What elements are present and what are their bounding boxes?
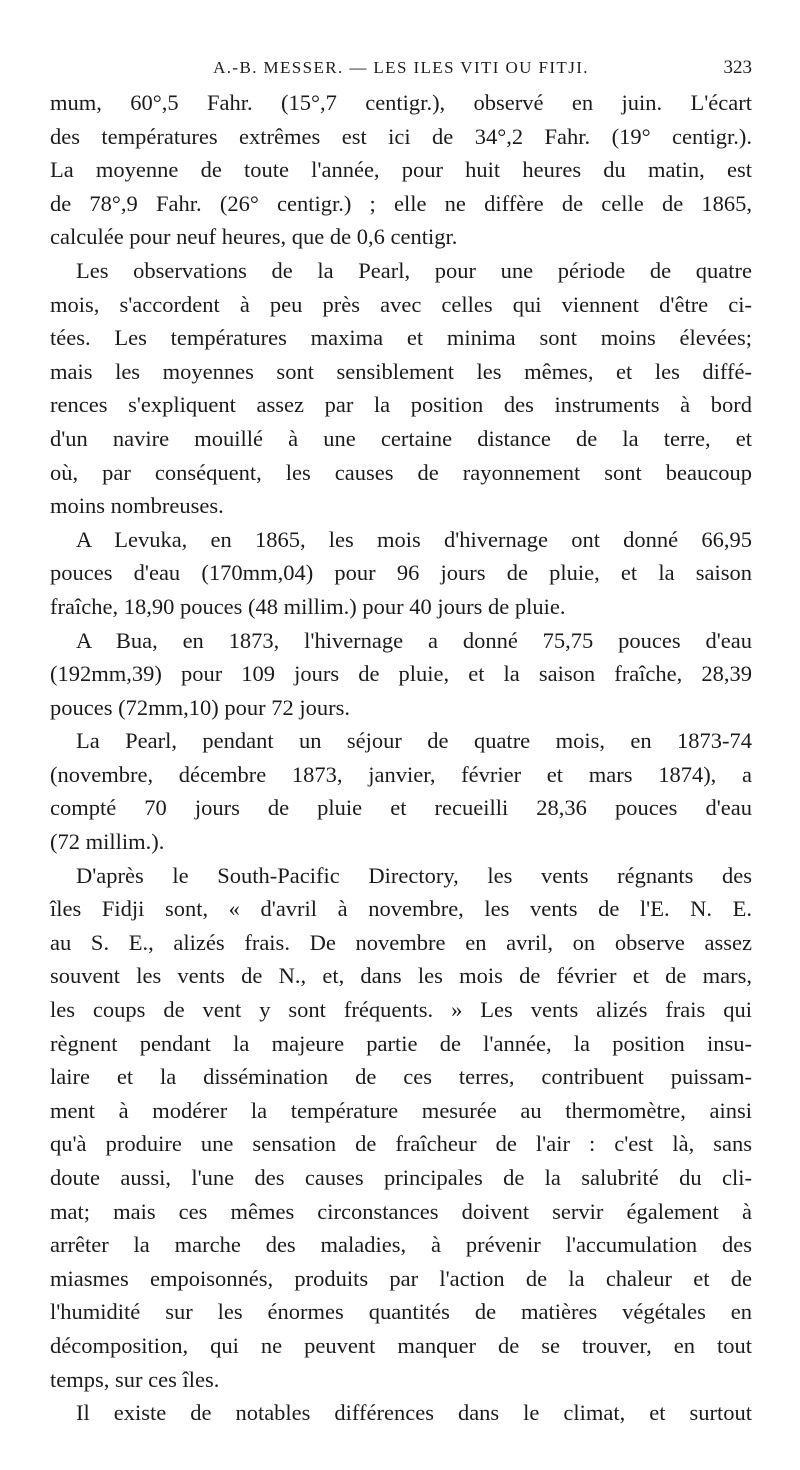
text-line: décomposition, qui ne peuvent manquer de se trouver, en tout — [50, 1332, 752, 1358]
text-line: règnent pendant la majeure partie de l'année, la position insu- — [50, 1030, 752, 1056]
running-title: A.-B. MESSER. — LES ILES VITI OU FITJI. — [213, 58, 589, 77]
text-line: tées. Les températures maxima et minima sont moins élevées; — [50, 325, 752, 351]
text-line: (novembre, décembre 1873, janvier, février et mars 1874), a — [50, 761, 752, 787]
text-line: souvent les vents de N., et, dans les mois de février et de mars, — [50, 963, 752, 989]
text-line: d'un navire mouillé à une certaine distance de la terre, et — [50, 425, 752, 451]
text-line: où, par conséquent, les causes de rayonnement sont beaucoup — [50, 459, 752, 485]
text-line: doute aussi, l'une des causes principales de la salubrité du cli- — [50, 1165, 752, 1190]
text-line: temps, sur ces îles. — [50, 1366, 220, 1392]
text-line: fraîche, 18,90 pouces (48 millim.) pour 40 jours de pluie. — [50, 593, 566, 619]
text-line: îles Fidji sont, « d'avril à novembre, les vents de l'E. N. E. — [50, 896, 752, 922]
text-line: miasmes empoisonnés, produits par l'action de la chaleur et de — [50, 1265, 752, 1291]
text-line: Il existe de notables différences dans le climat, et surtout — [76, 1400, 752, 1426]
text-line: arrêter la marche des maladies, à prévenir l'accumulation des — [50, 1232, 752, 1258]
running-head — [50, 52, 752, 82]
text-line: (72 millim.). — [50, 829, 165, 855]
text-line: A Levuka, en 1865, les mois d'hivernage ont donné 66,95 — [76, 526, 752, 552]
text-line: mum, 60°,5 Fahr. (15°,7 centigr.), observé en juin. L'écart — [50, 90, 752, 115]
text-line: La Pearl, pendant un séjour de quatre mois, en 1873-74 — [76, 728, 752, 754]
text-line: pouces d'eau (170mm,04) pour 96 jours de pluie, et la saison — [50, 560, 752, 586]
text-line: qu'à produire une sensation de fraîcheur de l'air : c'est là, sans — [50, 1131, 752, 1157]
text-line: au S. E., alizés frais. De novembre en avril, on observe assez — [50, 929, 752, 955]
body-text — [50, 86, 752, 1430]
text-line: des températures extrêmes est ici de 34°,2 Fahr. (19° centigr.). — [50, 123, 752, 149]
text-line: A Bua, en 1873, l'hivernage a donné 75,75 pouces d'eau — [76, 627, 752, 653]
text-line: calculée pour neuf heures, que de 0,6 centigr. — [50, 224, 458, 250]
text-line: D'après le South-Pacific Directory, les vents régnants des — [76, 862, 752, 888]
text-line: l'humidité sur les énormes quantités de matières végétales en — [50, 1299, 752, 1325]
text-line: La moyenne de toute l'année, pour huit heures du matin, est — [50, 157, 752, 183]
text-line: ment à modérer la température mesurée au thermomètre, ainsi — [50, 1097, 752, 1123]
text-line: mat; mais ces mêmes circonstances doivent servir également à — [50, 1198, 752, 1224]
text-line: laire et la dissémination de ces terres, contribuent puissam- — [50, 1064, 752, 1090]
text-line: (192mm,39) pour 109 jours de pluie, et la saison fraîche, 28,39 — [50, 661, 752, 687]
text-line: Les observations de la Pearl, pour une période de quatre — [76, 257, 752, 283]
text-line: compté 70 jours de pluie et recueilli 28,36 pouces d'eau — [50, 795, 752, 821]
text-line: moins nombreuses. — [50, 493, 224, 519]
text-line: pouces (72mm,10) pour 72 jours. — [50, 694, 350, 720]
text-line: de 78°,9 Fahr. (26° centigr.) ; elle ne diffère de celle de 1865, — [50, 190, 752, 216]
text-line: les coups de vent y sont fréquents. » Les vents alizés frais qui — [50, 997, 752, 1023]
text-line: mais les moyennes sont sensiblement les mêmes, et les diffé- — [50, 358, 752, 384]
page-number: 323 — [723, 57, 752, 78]
text-line: rences s'expliquent assez par la position des instruments à bord — [50, 392, 752, 418]
text-line: mois, s'accordent à peu près avec celles qui viennent d'être ci- — [50, 291, 752, 317]
